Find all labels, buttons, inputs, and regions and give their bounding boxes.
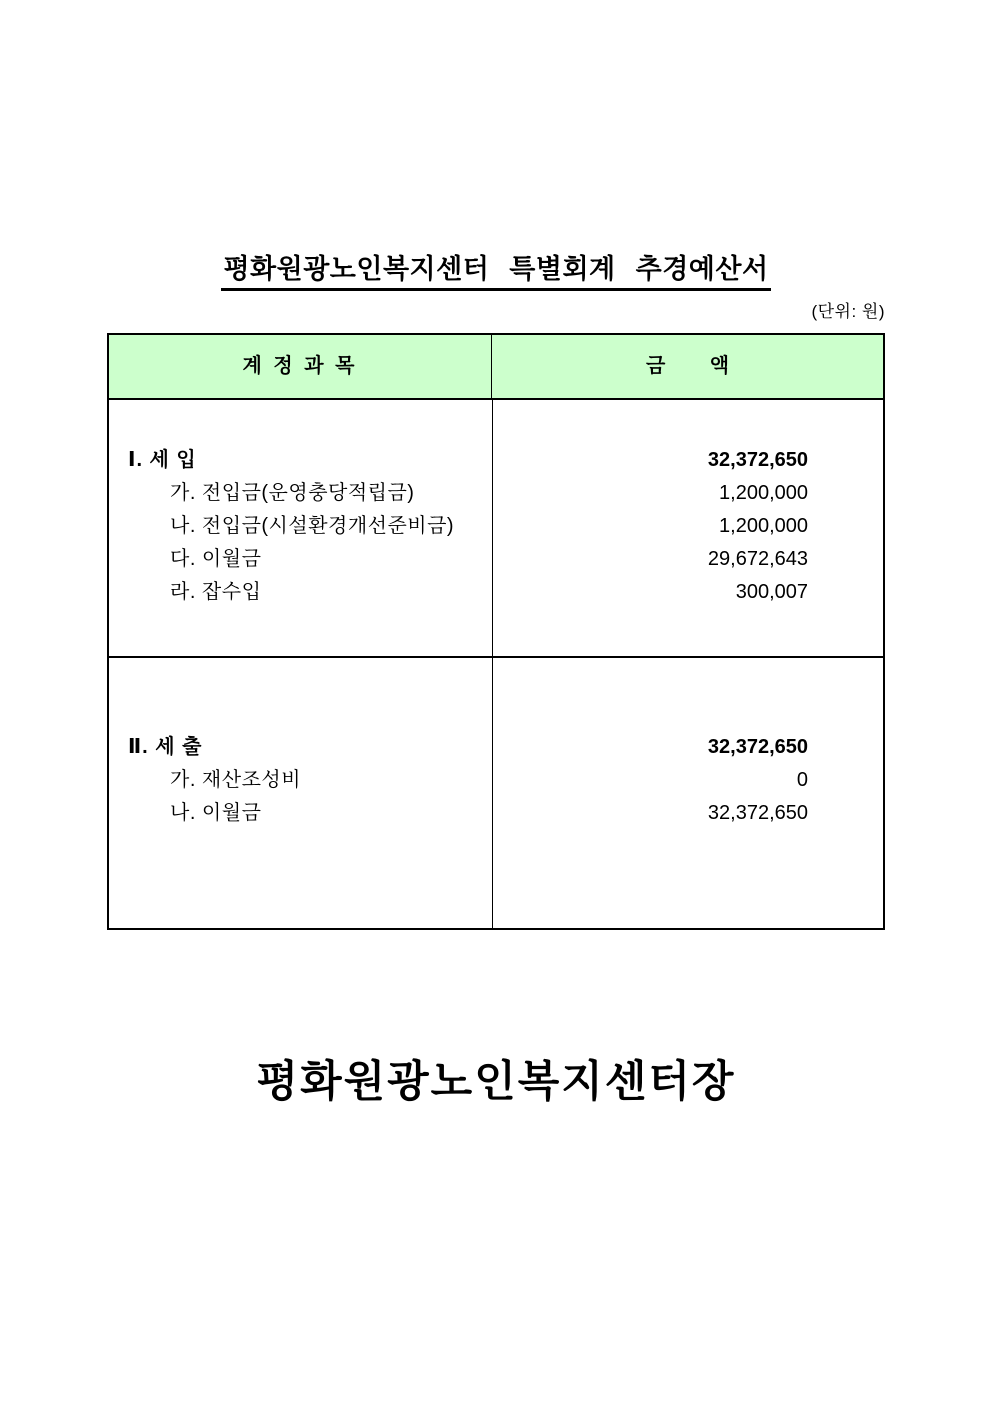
revenue-item-label: 다. 이월금 bbox=[170, 548, 262, 570]
revenue-item-label: 가. 전입금(운영충당적립금) bbox=[170, 482, 415, 504]
column-divider bbox=[492, 658, 493, 928]
expenditure-heading-row bbox=[109, 731, 883, 764]
column-divider bbox=[492, 400, 493, 656]
section-revenue bbox=[109, 400, 883, 658]
document-title: 평화원광노인복지센터 특별회계 추경예산서 bbox=[221, 247, 770, 291]
revenue-item-amount: 1,200,000 bbox=[719, 482, 808, 504]
revenue-heading-label: Ⅰ. 세 입 bbox=[128, 449, 197, 471]
revenue-item-label: 나. 전입금(시설환경개선준비금) bbox=[170, 515, 455, 537]
unit-note: (단위: 원) bbox=[811, 302, 885, 321]
expenditure-item-amount: 32,372,650 bbox=[707, 802, 808, 824]
expenditure-heading-amount: 32,372,650 bbox=[707, 736, 808, 758]
revenue-heading-amount: 32,372,650 bbox=[707, 449, 808, 471]
section-expenditure bbox=[109, 658, 883, 928]
budget-table bbox=[107, 333, 885, 930]
revenue-item-amount: 300,007 bbox=[735, 581, 808, 603]
revenue-item-row bbox=[109, 543, 883, 576]
header-amount: 금 액 bbox=[645, 355, 730, 377]
table-header-row bbox=[109, 335, 883, 400]
title-container bbox=[0, 247, 992, 291]
expenditure-heading-label: Ⅱ. 세 출 bbox=[128, 736, 203, 758]
revenue-item-row bbox=[109, 510, 883, 543]
expenditure-item-label: 나. 이월금 bbox=[170, 802, 262, 824]
revenue-item-amount: 29,672,643 bbox=[707, 548, 808, 570]
revenue-heading-row bbox=[109, 444, 883, 477]
revenue-item-row bbox=[109, 477, 883, 510]
expenditure-item-row bbox=[109, 797, 883, 830]
expenditure-item-row bbox=[109, 764, 883, 797]
revenue-item-row bbox=[109, 576, 883, 609]
expenditure-item-amount: 0 bbox=[796, 769, 808, 791]
expenditure-item-label: 가. 재산조성비 bbox=[170, 769, 302, 791]
revenue-item-label: 라. 잡수입 bbox=[170, 581, 262, 603]
revenue-item-amount: 1,200,000 bbox=[719, 515, 808, 537]
signature-title: 평화원광노인복지센터장 bbox=[256, 1058, 736, 1106]
header-account-title: 계 정 과 목 bbox=[109, 335, 492, 398]
